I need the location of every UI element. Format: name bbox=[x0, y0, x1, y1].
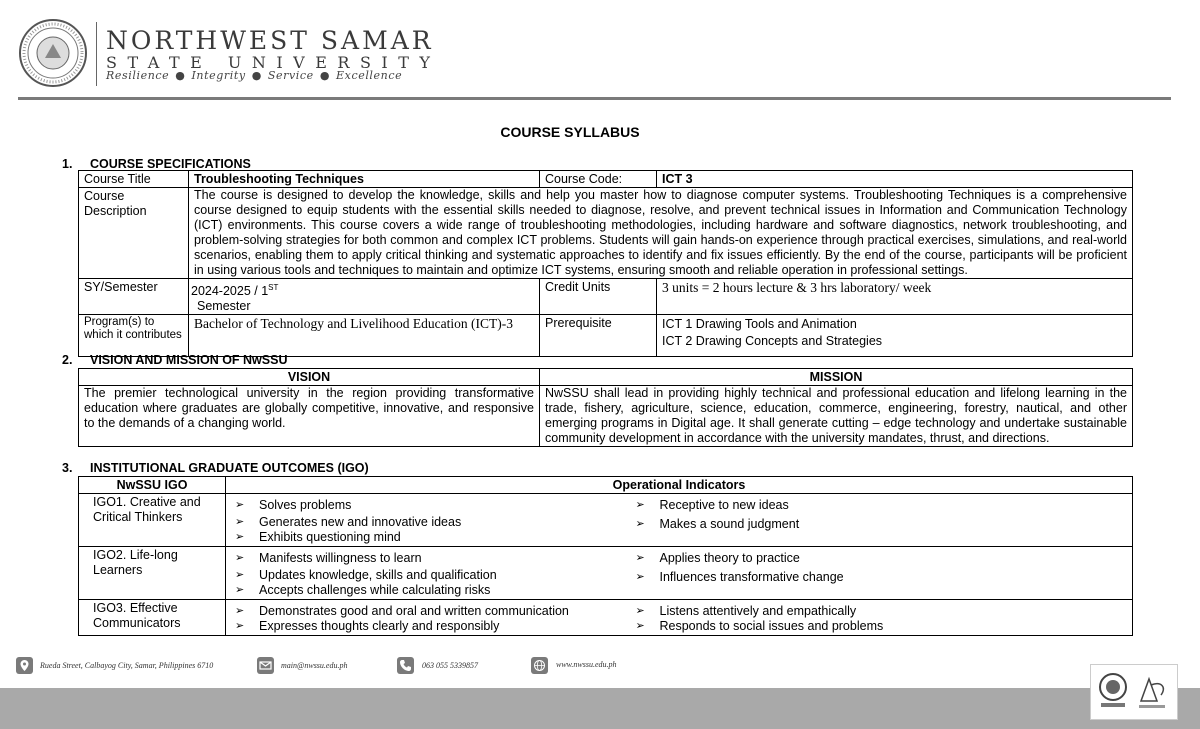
arrow-bullet-icon: ➢ bbox=[635, 620, 645, 632]
course-specs-table bbox=[78, 170, 1133, 357]
prerequisite-label: Prerequisite bbox=[540, 315, 657, 357]
list-item: ➢ Receptive to new ideas bbox=[635, 498, 789, 512]
credit-units-label: Credit Units bbox=[540, 279, 657, 315]
header-rule bbox=[18, 97, 1171, 100]
list-item: ➢ Makes a sound judgment bbox=[635, 517, 800, 531]
university-seal-logo bbox=[18, 18, 88, 88]
table-row bbox=[79, 494, 1133, 547]
vision-mission-table bbox=[78, 368, 1133, 447]
section-title: VISION AND MISSION OF NwSSU bbox=[90, 353, 288, 367]
header-divider bbox=[96, 22, 97, 86]
arrow-bullet-icon: ➢ bbox=[635, 518, 645, 530]
section-heading-igo bbox=[62, 461, 369, 475]
section-heading-vision-mission bbox=[62, 353, 287, 367]
mail-icon bbox=[257, 657, 274, 674]
university-subname: STATE UNIVERSITY bbox=[106, 53, 441, 72]
document-title: COURSE SYLLABUS bbox=[500, 124, 640, 140]
motto-item: Integrity bbox=[191, 69, 246, 82]
certification-badge-icon bbox=[1091, 665, 1177, 719]
course-description-label: Course Description bbox=[79, 188, 189, 279]
section-heading-course-specs bbox=[62, 157, 251, 171]
section-title: INSTITUTIONAL GRADUATE OUTCOMES (IGO) bbox=[90, 461, 369, 475]
igo-name: IGO1. Creative and Critical Thinkers bbox=[79, 494, 226, 547]
prerequisite-item: ICT 2 Drawing Concepts and Strategies bbox=[662, 334, 883, 349]
motto-item: Resilience bbox=[106, 69, 170, 82]
indicator-list-left bbox=[226, 547, 627, 600]
prerequisite-item: ICT 1 Drawing Tools and Animation bbox=[662, 317, 857, 332]
mission-header: MISSION bbox=[540, 369, 1133, 386]
course-code-value: ICT 3 bbox=[657, 171, 1133, 188]
arrow-bullet-icon: ➢ bbox=[235, 516, 245, 528]
igo-col-header: NwSSU IGO bbox=[79, 477, 226, 494]
sy-value-semester: Semester bbox=[197, 299, 251, 314]
sy-semester-value bbox=[189, 279, 540, 315]
arrow-bullet-icon: ➢ bbox=[235, 569, 245, 581]
table-row bbox=[79, 369, 1133, 386]
arrow-bullet-icon: ➢ bbox=[635, 552, 645, 564]
arrow-bullet-icon: ➢ bbox=[235, 584, 245, 596]
table-row bbox=[79, 315, 1133, 357]
indicator-list-right bbox=[627, 600, 1133, 636]
arrow-bullet-icon: ➢ bbox=[235, 531, 245, 543]
course-title-label: Course Title bbox=[79, 171, 189, 188]
motto-item: Excellence bbox=[336, 69, 403, 82]
list-item: ➢ Updates knowledge, skills and qualification bbox=[235, 568, 497, 582]
arrow-bullet-icon: ➢ bbox=[635, 499, 645, 511]
list-item: ➢ Demonstrates good and oral and written communication bbox=[235, 604, 569, 618]
section-number: 3. bbox=[62, 461, 73, 475]
table-row bbox=[79, 600, 1133, 636]
program-value: Bachelor of Technology and Livelihood Education (ICT)-3 bbox=[189, 315, 540, 357]
university-name: NORTHWEST SAMAR bbox=[106, 26, 434, 55]
table-row bbox=[79, 477, 1133, 494]
section-title: COURSE SPECIFICATIONS bbox=[90, 157, 251, 171]
location-pin-icon bbox=[16, 657, 33, 674]
footer-website[interactable]: www.nwssu.edu.ph bbox=[556, 660, 617, 669]
list-item: ➢ Manifests willingness to learn bbox=[235, 551, 422, 565]
indicator-list-left bbox=[226, 494, 627, 547]
vision-header: VISION bbox=[79, 369, 540, 386]
arrow-bullet-icon: ➢ bbox=[635, 605, 645, 617]
list-item: ➢ Listens attentively and empathically bbox=[635, 604, 857, 618]
arrow-bullet-icon: ➢ bbox=[235, 620, 245, 632]
program-label: Program(s) to which it contributes bbox=[79, 315, 189, 357]
motto-item: Service bbox=[267, 69, 314, 82]
phone-icon bbox=[397, 657, 414, 674]
arrow-bullet-icon: ➢ bbox=[235, 552, 245, 564]
table-row bbox=[79, 279, 1133, 315]
sy-value: 2024-2025 / 1 bbox=[191, 284, 269, 299]
course-code-label: Course Code: bbox=[540, 171, 657, 188]
footer-address: Rueda Street, Calbayog City, Samar, Philippines 6710 bbox=[40, 661, 214, 670]
section-number: 1. bbox=[62, 157, 73, 171]
university-motto: Resilience ● Integrity ● Service ● Excellence bbox=[106, 69, 403, 82]
list-item: ➢ Influences transformative change bbox=[635, 570, 844, 584]
section-number: 2. bbox=[62, 353, 73, 367]
list-item: ➢ Applies theory to practice bbox=[635, 551, 800, 565]
footer-email[interactable]: main@nwssu.edu.ph bbox=[281, 661, 348, 670]
indicator-list-right bbox=[627, 494, 1133, 547]
certification-logos bbox=[1090, 664, 1178, 720]
table-row bbox=[79, 386, 1133, 447]
table-row bbox=[79, 188, 1133, 279]
igo-table bbox=[78, 476, 1133, 636]
table-row bbox=[79, 171, 1133, 188]
igo-name: IGO2. Life-long Learners bbox=[79, 547, 226, 600]
arrow-bullet-icon: ➢ bbox=[235, 499, 245, 511]
indicator-list-right bbox=[627, 547, 1133, 600]
indicators-col-header: Operational Indicators bbox=[226, 477, 1133, 494]
footer-phone: 063 055 5339857 bbox=[422, 661, 478, 670]
footer-band bbox=[0, 688, 1200, 729]
sy-semester-label: SY/Semester bbox=[79, 279, 189, 315]
list-item: ➢ Accepts challenges while calculating risks bbox=[235, 583, 491, 597]
mission-text: NwSSU shall lead in providing highly technical and professional education and lifelong learning in the trade, fishery, agriculture, science, education, commerce, engineering, forestry, nautical, and other emerging programs in Digital age. It shall generate cutting – edge technology and undertake sustainable community development in accordance with the university mandates, thrust, and directions. bbox=[540, 386, 1133, 447]
arrow-bullet-icon: ➢ bbox=[635, 571, 645, 583]
sy-superscript: ST bbox=[268, 283, 279, 292]
list-item: ➢ Expresses thoughts clearly and responsibly bbox=[235, 619, 500, 633]
vision-text: The premier technological university in the region providing transformative education where graduates are globally competitive, innovative, and responsive to the demands of a changing world. bbox=[79, 386, 540, 447]
list-item: ➢ Solves problems bbox=[235, 498, 352, 512]
prerequisite-values bbox=[657, 315, 1133, 357]
list-item: ➢ Exhibits questioning mind bbox=[235, 530, 401, 544]
igo-name: IGO3. Effective Communicators bbox=[79, 600, 226, 636]
globe-icon bbox=[531, 657, 548, 674]
list-item: ➢ Responds to social issues and problems bbox=[635, 619, 884, 633]
table-row bbox=[79, 547, 1133, 600]
indicator-list-left bbox=[226, 600, 627, 636]
credit-units-value: 3 units = 2 hours lecture & 3 hrs laboratory/ week bbox=[657, 279, 1133, 315]
list-item: ➢ Generates new and innovative ideas bbox=[235, 515, 462, 529]
arrow-bullet-icon: ➢ bbox=[235, 605, 245, 617]
course-description-text: The course is designed to develop the knowledge, skills and help you master how to diagnose computer systems. Troubleshooting Techniques is a comprehensive course designed to equip students with the essential skills needed to diagnose, resolve, and prevent technical issues in Information and Communication Technology (ICT) environments. This course covers a wide range of troubleshooting methodologies, including hardware and software diagnostics, network troubleshooting, and problem-solving strategies for both common and complex ICT problems. Students will gain hands-on experience through practical exercises, simulations, and real-world scenarios, enabling them to apply critical thinking and systematic approaches to identify and fix issues efficiently. By the end of the course, participants will be proficient in using various tools and techniques to maintain and optimize ICT systems, ensuring smooth and reliable operation in professional settings. bbox=[189, 188, 1133, 279]
course-title-value: Troubleshooting Techniques bbox=[189, 171, 540, 188]
